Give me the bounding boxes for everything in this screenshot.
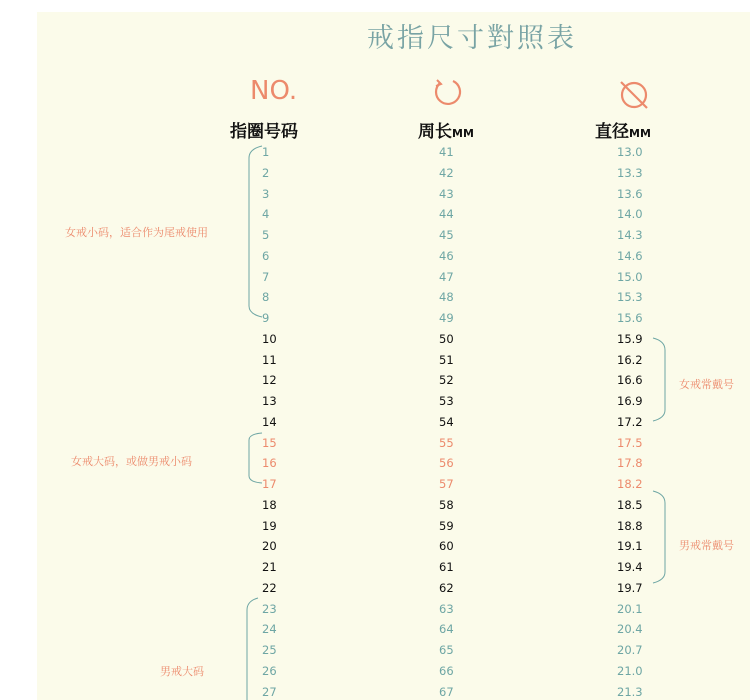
circumference-cell: 49: [439, 311, 454, 325]
diameter-cell: 20.4: [617, 622, 643, 637]
diameter-cell: 13.6: [617, 186, 643, 201]
diameter-cell: 17.5: [617, 435, 643, 450]
size-cell: 25: [262, 643, 277, 657]
diameter-header-label: 直径: [595, 122, 629, 142]
diameter-cell: 13.0: [617, 145, 643, 159]
circumference-cell: 43: [439, 186, 454, 201]
diameter-cell: 15.0: [617, 269, 643, 284]
size-cell: 24: [262, 622, 277, 637]
size-cell: 26: [262, 663, 277, 678]
size-cell: 6: [262, 248, 270, 263]
size-cell: 3: [262, 186, 270, 201]
circumference-cell: 56: [439, 456, 454, 471]
no-label: NO.: [250, 76, 298, 106]
size-cell: 10: [262, 331, 277, 346]
note-men-large: 男戒大码: [160, 665, 204, 678]
size-cell: 5: [262, 228, 270, 242]
circumference-cell: 47: [439, 269, 454, 284]
diameter-cell: 15.6: [617, 311, 643, 325]
diameter-cell: 15.9: [617, 331, 643, 346]
circumference-cell: 54: [439, 414, 454, 429]
circumference-cell: 50: [439, 331, 454, 346]
diameter-cell: 16.6: [617, 373, 643, 388]
circumference-cell: 59: [439, 518, 454, 533]
page-title: 戒指尺寸對照表: [367, 23, 577, 54]
diameter-cell: 13.3: [617, 165, 643, 180]
circumference-cell: 65: [439, 643, 454, 657]
size-cell: 4: [262, 207, 270, 222]
size-cell: 7: [262, 269, 270, 284]
bracket-women-small: [249, 146, 262, 317]
diameter-cell: 19.1: [617, 539, 643, 554]
size-cell: 12: [262, 373, 277, 388]
bracket-men-common: [653, 491, 665, 583]
circumference-cell: 62: [439, 580, 454, 595]
diameter-cell: 19.4: [617, 560, 643, 574]
circumference-cell: 42: [439, 165, 454, 180]
size-cell: 27: [262, 684, 277, 699]
diameter-cell: 20.7: [617, 643, 643, 657]
size-cell: 22: [262, 580, 277, 595]
diameter-cell: 18.8: [617, 518, 643, 533]
size-cell: 9: [262, 311, 270, 325]
diameter-cell: 21.0: [617, 663, 643, 678]
diameter-cell: 18.5: [617, 497, 643, 512]
diameter-cell: 21.3: [617, 684, 643, 699]
note-women-small: 女戒小码，适合作为尾戒使用: [65, 226, 208, 239]
diameter-cell: 14.6: [617, 248, 643, 263]
circumference-cell: 51: [439, 352, 454, 367]
size-cell: 23: [262, 601, 277, 616]
note-women-large: 女戒大码，或做男戒小码: [71, 455, 192, 468]
circumference-cell: 60: [439, 539, 454, 554]
diameter-cell: 14.3: [617, 228, 643, 242]
diameter-cell: 15.3: [617, 290, 643, 305]
size-cell: 16: [262, 456, 277, 471]
circumference-cell: 55: [439, 435, 454, 450]
size-cell: 8: [262, 290, 270, 305]
note-women-common: 女戒常戴号: [679, 378, 734, 391]
size-cell: 15: [262, 435, 277, 450]
size-cell: 11: [262, 352, 277, 367]
size-header: 指圈号码: [230, 122, 298, 142]
circumference-cell: 66: [439, 663, 454, 678]
circumference-cell: 63: [439, 601, 454, 616]
diameter-cell: 17.8: [617, 456, 643, 471]
size-cell: 1: [262, 145, 270, 159]
circumference-cell: 48: [439, 290, 454, 305]
note-men-common: 男戒常戴号: [679, 539, 734, 552]
circumference-cell: 58: [439, 497, 454, 512]
size-cell: 2: [262, 165, 270, 180]
diameter-cell: 20.1: [617, 601, 643, 616]
diameter-unit: MM: [629, 127, 651, 140]
circumference-cell: 67: [439, 684, 454, 699]
size-cell: 18: [262, 497, 277, 512]
diameter-cell: 19.7: [617, 580, 643, 595]
circumference-cell: 41: [439, 145, 454, 159]
circumference-cell: 57: [439, 477, 454, 491]
circumference-cell: 53: [439, 394, 454, 408]
size-cell: 19: [262, 518, 277, 533]
diameter-cell: 16.2: [617, 352, 643, 367]
diameter-cell: 14.0: [617, 207, 643, 222]
diameter-cell: 17.2: [617, 414, 643, 429]
size-cell: 17: [262, 477, 277, 491]
circumference-cell: 61: [439, 560, 454, 574]
size-cell: 13: [262, 394, 277, 408]
bracket-women-large: [249, 433, 262, 483]
bracket-men-large: [247, 598, 258, 700]
diameter-cell: 18.2: [617, 477, 643, 491]
circumference-cell: 64: [439, 622, 454, 637]
circumference-cell: 52: [439, 373, 454, 388]
size-cell: 14: [262, 414, 277, 429]
circumference-cell: 45: [439, 228, 454, 242]
size-cell: 21: [262, 560, 277, 574]
circumference-unit: MM: [452, 127, 474, 140]
circumference-cell: 44: [439, 207, 454, 222]
circumference-header-label: 周长: [418, 122, 452, 142]
circumference-cell: 46: [439, 248, 454, 263]
bracket-women-common: [653, 338, 665, 421]
size-cell: 20: [262, 539, 277, 554]
diameter-cell: 16.9: [617, 394, 643, 408]
